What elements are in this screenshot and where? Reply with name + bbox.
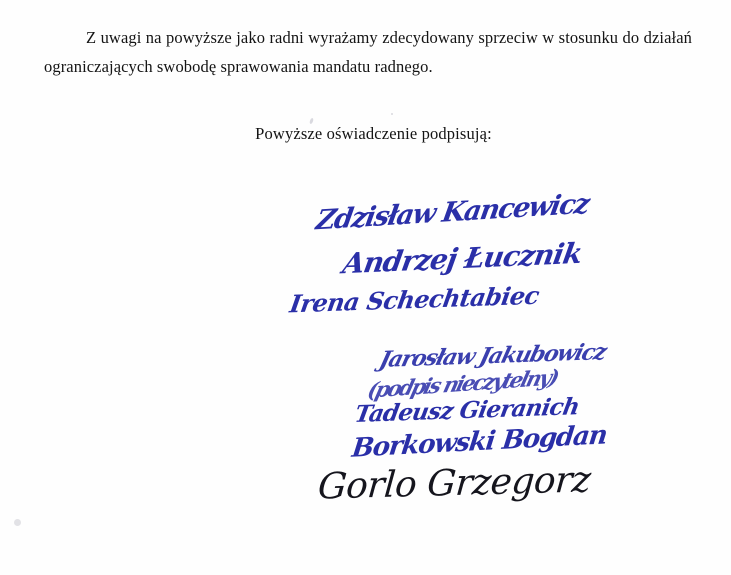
signature-line: Irena Schechtabiec [287, 280, 542, 319]
signature-line: (podpis nieczytelny) [365, 364, 561, 403]
scan-speck-icon [391, 113, 393, 115]
signature-line: Zdzisław Kancewicz [313, 188, 591, 237]
signature-line: Borkowski Bogdan [350, 420, 609, 464]
signature-block [0, 175, 731, 550]
body-paragraph [44, 23, 692, 81]
signature-line: Jarosław Jakubowicz [376, 338, 609, 374]
signature-heading: Powyższe oświadczenie podpisują: [255, 124, 492, 143]
scan-speck-icon [14, 519, 21, 526]
signature-line: Tadeusz Gieranich [352, 393, 582, 428]
signature-line: Gorlo Grzegorz [316, 459, 592, 508]
signature-line: Andrzej Łucznik [340, 236, 585, 281]
paragraph-text: Z uwagi na powyższe jako radni wyrażamy zdecydowany sprzeciw w stosunku do działań ograniczających swobodę sprawowania mandatu radnego. [44, 27, 692, 76]
